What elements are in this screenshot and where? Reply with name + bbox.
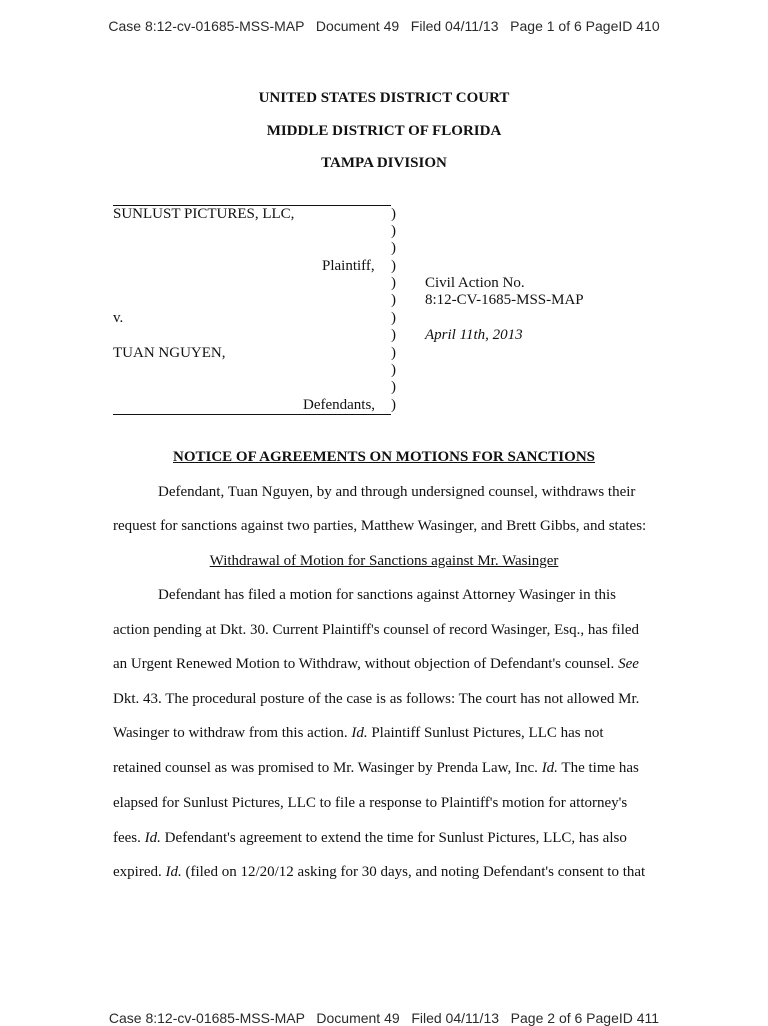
civil-action-number: 8:12-CV-1685-MSS-MAP [425, 292, 584, 308]
intro-line-1: Defendant, Tuan Nguyen, by and through undersigned counsel, withdraws their [158, 484, 636, 500]
plaintiff-role: Plaintiff, [322, 258, 375, 274]
body-line-7: elapsed for Sunlust Pictures, LLC to file a response to Plaintiff's motion for attorney's [113, 795, 628, 811]
body-line-1: Defendant has filed a motion for sanctions against Attorney Wasinger in this [158, 587, 616, 603]
body-text: Plaintiff Sunlust Pictures, LLC has not [367, 725, 604, 741]
caption-bottom-rule [113, 414, 391, 415]
caption-paren: ) [391, 379, 396, 395]
caption-paren: ) [391, 397, 396, 413]
next-page-header: Case 8:12-cv-01685-MSS-MAP Document 49 Filed 04/11/13 Page 2 of 6 PageID 411 [108, 1010, 660, 1026]
court-district: MIDDLE DISTRICT OF FLORIDA [266, 123, 502, 139]
citation-id: Id. [351, 725, 368, 741]
body-text: Defendant's agreement to extend the time for Sunlust Pictures, LLC, has also [160, 830, 627, 846]
body-text: expired. [113, 864, 166, 880]
caption-paren: ) [391, 292, 396, 308]
body-text: fees. [113, 830, 145, 846]
caption-paren: ) [391, 275, 396, 291]
body-line-8 [113, 830, 627, 847]
intro-line-2: request for sanctions against two parties, Matthew Wasinger, and Brett Gibbs, and states: [113, 518, 647, 534]
body-line-5 [113, 725, 604, 742]
filing-date: April 11th, 2013 [425, 327, 523, 343]
citation-signal: See [618, 656, 639, 672]
caption-paren: ) [391, 327, 396, 343]
caption-paren: ) [391, 206, 396, 222]
body-text: Wasinger to withdraw from this action. [113, 725, 352, 741]
body-text: (filed on 12/20/12 asking for 30 days, and noting Defendant's consent to that [181, 864, 646, 880]
body-text: retained counsel as was promised to Mr. Wasinger by Prenda Law, Inc. [113, 760, 542, 776]
defendant-role: Defendants, [303, 397, 376, 413]
caption-paren: ) [391, 345, 396, 361]
court-division: TAMPA DIVISION [321, 155, 447, 171]
versus: v. [113, 310, 124, 326]
caption-paren: ) [391, 362, 396, 378]
body-text: The time has [557, 760, 639, 776]
defendant-name: TUAN NGUYEN, [113, 345, 226, 361]
caption-paren: ) [391, 240, 396, 256]
citation-id: Id. [144, 830, 161, 846]
page-header: Case 8:12-cv-01685-MSS-MAP Document 49 Filed 04/11/13 Page 1 of 6 PageID 410 [108, 18, 660, 34]
citation-id: Id. [541, 760, 558, 776]
caption-paren: ) [391, 223, 396, 239]
document-title: NOTICE OF AGREEMENTS ON MOTIONS FOR SANCTIONS [172, 449, 595, 465]
plaintiff-name: SUNLUST PICTURES, LLC, [113, 206, 295, 222]
caption-paren: ) [391, 310, 396, 326]
caption-paren: ) [391, 258, 396, 274]
citation-id: Id. [165, 864, 182, 880]
body-line-3 [113, 656, 639, 673]
body-line-9 [113, 864, 645, 881]
body-text: an Urgent Renewed Motion to Withdraw, without objection of Defendant's counsel. [113, 656, 619, 672]
body-line-4: Dkt. 43. The procedural posture of the case is as follows: The court has not allowed Mr. [113, 691, 640, 707]
civil-action-label: Civil Action No. [425, 275, 525, 291]
body-line-6 [113, 760, 639, 777]
body-line-2: action pending at Dkt. 30. Current Plaintiff's counsel of record Wasinger, Esq., has filed [113, 622, 640, 638]
section-heading: Withdrawal of Motion for Sanctions against Mr. Wasinger [209, 553, 559, 569]
court-name: UNITED STATES DISTRICT COURT [258, 90, 510, 106]
